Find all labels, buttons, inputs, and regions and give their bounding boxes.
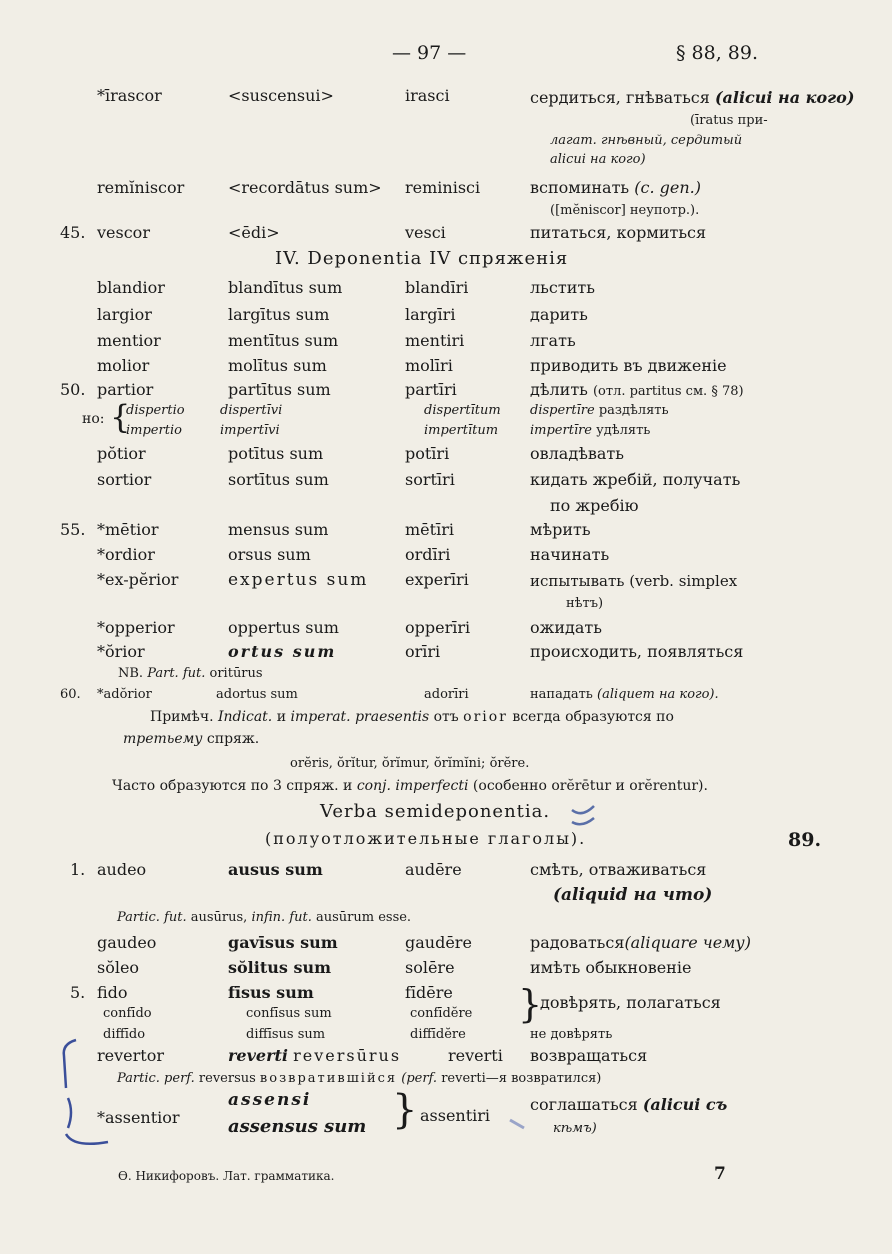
verb-translation: ожидать [530,618,602,637]
verb-note: alicui на кого) [550,152,646,167]
verb-translation: дѣлить (отл. partitus см. § 78) [530,380,744,399]
verb-infinitive: vesci [405,223,446,242]
verb-infinitive: mētīri [405,520,454,539]
section-heading: IV. Deponentia IV спряженія [275,248,569,269]
verb-translation-cont: (aliquid на что) [553,885,713,905]
verb-infinitive: ordīri [405,545,451,564]
verb-translation: имѣть обыкновеніе [530,958,692,977]
verb-lemma: dispertio [126,403,185,418]
verb-note: ([mĕniscor] неупотр.). [550,203,700,218]
verb-infinitive: confīdĕre [410,1006,473,1021]
verb-infinitive: reminisci [405,178,481,197]
verb-lemma: *ordior [97,545,155,564]
verb-translation: овладѣвать [530,444,624,463]
verb-lemma: *ŏrior [97,642,145,661]
verb-perfect: adortus sum [216,687,298,702]
verb-perfect: sortītus sum [228,470,329,489]
verb-translation-cont: по жребію [550,496,639,515]
verb-perfect: largītus sum [228,305,330,324]
footer-text: Ѳ. Никифоровъ. Лат. грамматика. [118,1169,335,1183]
pencil-mark [568,800,600,830]
section-heading: Verba semideponentia. [320,801,551,822]
verb-infinitive: orīri [405,642,441,661]
verb-perfect: expertus sum [228,570,369,590]
verb-lemma: molior [97,356,150,375]
verb-infinitive: potīri [405,444,450,463]
verb-lemma: impertio [126,423,182,438]
verb-perfect: assensi [228,1090,312,1110]
verb-lemma: *opperior [97,618,175,637]
verb-translation: сердиться, гнѣваться (alicui на кого) [530,88,855,107]
verb-perfect: <suscensui> [228,86,334,105]
verb-infinitive: largīri [405,305,456,324]
verb-translation: мѣрить [530,520,591,539]
verb-translation: льстить [530,278,595,297]
verb-perfect: assensus sum [228,1116,367,1137]
verb-infinitive: solēre [405,958,455,977]
verb-lemma: largior [97,305,152,324]
verb-note: лагат. гнѣвный, сердитый [550,133,743,148]
verb-lemma: *ex-pĕrior [97,570,179,589]
verb-lemma: mentior [97,331,161,350]
pencil-bracket-mark [54,1036,112,1156]
verb-lemma: partior [97,380,154,399]
entry-number: 45. [60,223,86,242]
verb-translation: смѣть, отваживаться [530,860,707,879]
participle-note: Partic. fut. ausūrus, infin. fut. ausūrum esse. [117,910,412,925]
compound-prefix: но: [82,411,105,427]
verb-infinitive: molīri [405,356,453,375]
verb-lemma: *assentior [97,1108,180,1127]
verb-lemma: vescor [97,223,150,242]
brace: } [392,1087,418,1133]
verb-perfect: orsus sum [228,545,311,564]
verb-translation: лгать [530,331,576,350]
verb-lemma: confīdo [103,1006,152,1021]
entry-number: 1. [70,860,86,879]
participle-note: Partic. perf. reversus возвратившійся (perf. reverti—я возвратился) [117,1071,602,1086]
section-subheading: (полуотложительные глаголы). [265,829,587,848]
verb-perfect: blandītus sum [228,278,343,297]
verb-infinitive: partīri [405,380,457,399]
verb-lemma: *īrascor [97,86,162,105]
verb-perfect: gavīsus sum [228,933,338,952]
verb-translation: довѣрять, полагаться [540,993,721,1012]
verb-infinitive: blandīri [405,278,469,297]
verb-perfect: confīsus sum [246,1006,332,1021]
verb-perfect: <recordātus sum> [228,178,382,197]
verb-perfect: partītus sum [228,380,331,399]
verb-translation-cont: кѣмъ) [553,1121,597,1136]
verb-supine: impertītum [424,423,499,438]
verb-translation: impertīre удѣлять [530,423,651,438]
verb-translation: начинать [530,545,610,564]
verb-infinitive: mentiri [405,331,465,350]
remark-line: Часто образуются по 3 спряж. и conj. imperfecti (особенно orĕrētur и orĕrentur). [112,778,708,794]
verb-note: (īratus при- [690,113,768,128]
verb-perfect: mensus sum [228,520,329,539]
verb-perfect: fīsus sum [228,983,314,1002]
verb-lemma: blandior [97,278,165,297]
verb-infinitive: adorīri [424,687,469,702]
verb-translation-cont: нѣтъ) [566,596,604,611]
verb-infinitive: opperīri [405,618,471,637]
verb-lemma: remĭniscor [97,178,185,197]
verb-lemma: fido [97,983,128,1002]
remark-line: третьему спряж. [123,731,260,747]
verb-infinitive: assentiri [420,1106,491,1125]
verb-perfect: reverti reversūrus [228,1046,402,1065]
section-number: 89. [788,829,822,851]
verb-translation: dispertīre раздѣлять [530,403,669,418]
verb-lemma: *adŏrior [97,687,152,702]
verb-supine: dispertītum [424,403,501,418]
verb-translation: не довѣрять [530,1027,613,1042]
verb-perfect: ausus sum [228,860,323,879]
verb-translation: дарить [530,305,588,324]
verb-infinitive: gaudēre [405,933,472,952]
verb-translation: соглашаться (alicui съ [530,1095,728,1114]
verb-perfect: diffīsus sum [246,1027,326,1042]
verb-perfect: potītus sum [228,444,324,463]
verb-lemma: pŏtior [97,444,146,463]
verb-perfect: molītus sum [228,356,327,375]
verb-infinitive: experīri [405,570,469,589]
verb-translation: радоваться(aliquare чему) [530,933,751,952]
verb-translation: приводить въ движеніе [530,356,727,375]
printer-signature: 7 [714,1164,726,1184]
verb-infinitive: audēre [405,860,462,879]
verb-lemma: sŏleo [97,958,140,977]
verb-translation: кидать жребій, получать [530,470,741,489]
verb-infinitive: diffīdĕre [410,1027,466,1042]
pencil-mark [508,1116,528,1132]
verb-infinitive: irasci [405,86,450,105]
verb-perfect: sŏlitus sum [228,958,332,977]
section-reference: § 88, 89. [676,42,759,64]
verb-infinitive: sortīri [405,470,455,489]
verb-lemma: *mētior [97,520,159,539]
verb-lemma: revertor [97,1046,164,1065]
verb-perfect: ortus sum [228,642,337,661]
page-number: — 97 — [392,42,467,64]
verb-perfect: mentītus sum [228,331,339,350]
verb-forms: orĕris, ŏrĭtur, ŏrĭmur, ŏrĭmĭni; ŏrĕre. [290,756,530,771]
entry-number: 60. [60,687,81,702]
verb-translation: происходить, появляться [530,642,744,661]
verb-perfect: dispertīvi [220,403,283,418]
verb-perfect: impertīvi [220,423,280,438]
verb-lemma: gaudeo [97,933,157,952]
verb-perfect: oppertus sum [228,618,339,637]
verb-translation: испытывать (verb. simplex [530,572,738,590]
entry-number: 50. [60,380,86,399]
brace: { [110,398,131,436]
entry-number: 55. [60,520,86,539]
verb-translation: вспоминать (c. gen.) [530,178,701,197]
verb-lemma: audeo [97,860,147,879]
nb-note: NB. Part. fut. oritūrus [118,666,263,681]
verb-translation: питаться, кормиться [530,223,707,242]
brace: } [518,982,543,1026]
entry-number: 5. [70,983,86,1002]
verb-lemma: diffīdo [103,1027,146,1042]
verb-perfect: <ēdi> [228,223,280,242]
verb-infinitive: fīdēre [405,983,453,1002]
verb-translation: нападать (aliquem на кого). [530,687,719,702]
verb-lemma: sortior [97,470,152,489]
verb-translation: возвращаться [530,1046,648,1065]
verb-infinitive: reverti [448,1046,503,1065]
remark-line: Примѣч. Indicat. и imperat. praesentis отъ orior всегда образуются по [150,709,674,725]
